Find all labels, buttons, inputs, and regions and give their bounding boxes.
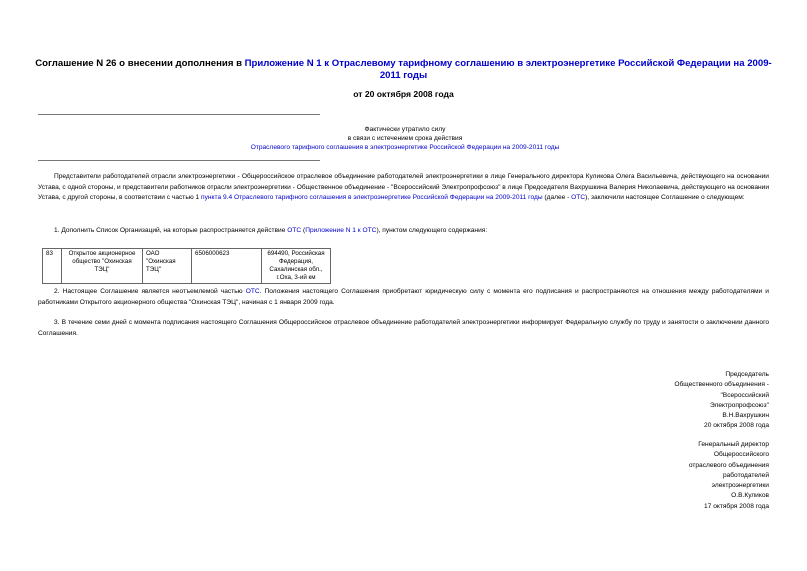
clause1-text1: 1. Дополнить Список Организаций, на которые распространяется действие xyxy=(54,227,288,234)
sig2-line: отраслевого объединения xyxy=(688,461,769,469)
sig1-signatory: В.Н.Вахрушкин xyxy=(722,412,769,420)
title-prefix: Соглашение N 26 о внесении дополнения в xyxy=(35,58,245,69)
title-link[interactable]: Приложение N 1 к Отраслевому тарифному соглашению в электроэнергетике Российской Федерации на 2009-2011 годы xyxy=(244,58,772,81)
clause1-link-ots[interactable]: ОТС xyxy=(287,227,302,234)
divider-top xyxy=(38,114,320,115)
sig1-line: Общественного объединения - xyxy=(674,381,769,389)
clause-1 xyxy=(38,226,769,237)
sig2-line: Генеральный директор xyxy=(698,441,769,448)
signature-block-union xyxy=(629,370,769,432)
lost-force-notice xyxy=(220,125,590,153)
document-title xyxy=(30,58,777,82)
clause1-link-appendix[interactable]: Приложение N 1 к ОТС xyxy=(305,227,377,234)
clause1-text3: ), пунктом следующего содержания: xyxy=(376,227,488,234)
clause1-text2: ( xyxy=(301,227,306,234)
sig1-date: 20 октября 2008 года xyxy=(704,422,769,430)
sig2-line: электроэнергетики xyxy=(711,482,769,490)
sig1-line: Председатель xyxy=(725,371,769,378)
organizations-table xyxy=(42,248,331,284)
clause2-text1: 2. Настоящее Соглашение является неотъемлемой частью xyxy=(54,288,246,295)
lost-force-link[interactable]: Отраслевого тарифного соглашения в электроэнергетике Российской Федерации на 2009-2011 годы xyxy=(250,144,560,152)
preamble-paragraph xyxy=(38,172,769,204)
sig1-line: "Всероссийский xyxy=(720,391,769,399)
divider-bottom xyxy=(38,160,320,161)
signature-block-employers xyxy=(629,440,769,512)
sig1-line: Электропрофсоюз" xyxy=(709,401,769,409)
cell-inn: 6506000623 xyxy=(192,249,262,284)
preamble-text2: (далее - xyxy=(542,194,572,201)
preamble-text1: Представители работодателей отрасли электроэнергетики - Общероссийское отраслевое объединение работодателей электроэнергетики в лице Генерального директора Куликова Олега Васильевича, действующего на основании Устава, с одной стороны, и представители работников отрасли электроэнергетики - Общественное объединение - "Всероссийский Электропрофсоюз" в лице Председателя Вахрушкина Валерия Николаевича, действующего на основании Устава, с другой стороны, в соответствии с частью 1 xyxy=(38,173,770,201)
lost-force-line2: в связи с истечением срока действия xyxy=(347,135,463,143)
document-date: от 20 октября 2008 года xyxy=(353,89,454,99)
cell-address: 694490, Российская Федерация, Сахалинская обл., г.Оха, 3-ий км xyxy=(262,249,331,284)
lost-force-line1: Фактически утратило силу xyxy=(364,126,446,133)
table-row xyxy=(43,249,331,284)
preamble-text3: ), заключили настоящее Соглашение о следующем: xyxy=(585,194,745,201)
clause2-link-ots[interactable]: ОТС xyxy=(245,288,260,295)
cell-number: 83 xyxy=(43,249,62,284)
sig2-line: работодателей xyxy=(722,471,769,479)
preamble-link-p94[interactable]: пункта 9.4 Отраслевого тарифного соглашения в электроэнергетике Российской Федерации на 2009-2011 годы xyxy=(201,194,543,201)
sig2-date: 17 октября 2008 года xyxy=(704,502,769,510)
clause2-text2: . Положения настоящего Соглашения приобретают юридическую силу с момента его подписания и распространяются на отношения между работодателями и работниками Открытого акционерного общества "Охинская ТЭЦ", начиная с 1 января 2009 года. xyxy=(38,288,769,306)
cell-org-name: Открытое акционерное общество "Охинская ТЭЦ" xyxy=(62,249,143,284)
clause-3: 3. В течение семи дней с момента подписания настоящего Соглашения Общероссийское отраслевое объединение работодателей электроэнергетики информирует Федеральную службу по труду и занятости о заключении данного Соглашения. xyxy=(38,319,769,337)
preamble-link-ots[interactable]: ОТС xyxy=(571,194,586,201)
sig2-signatory: О.В.Куликов xyxy=(731,492,769,500)
sig2-line: Общероссийского xyxy=(713,451,769,459)
clause-2 xyxy=(38,287,769,308)
cell-short-name: ОАО "Охинская ТЭЦ" xyxy=(143,249,192,284)
